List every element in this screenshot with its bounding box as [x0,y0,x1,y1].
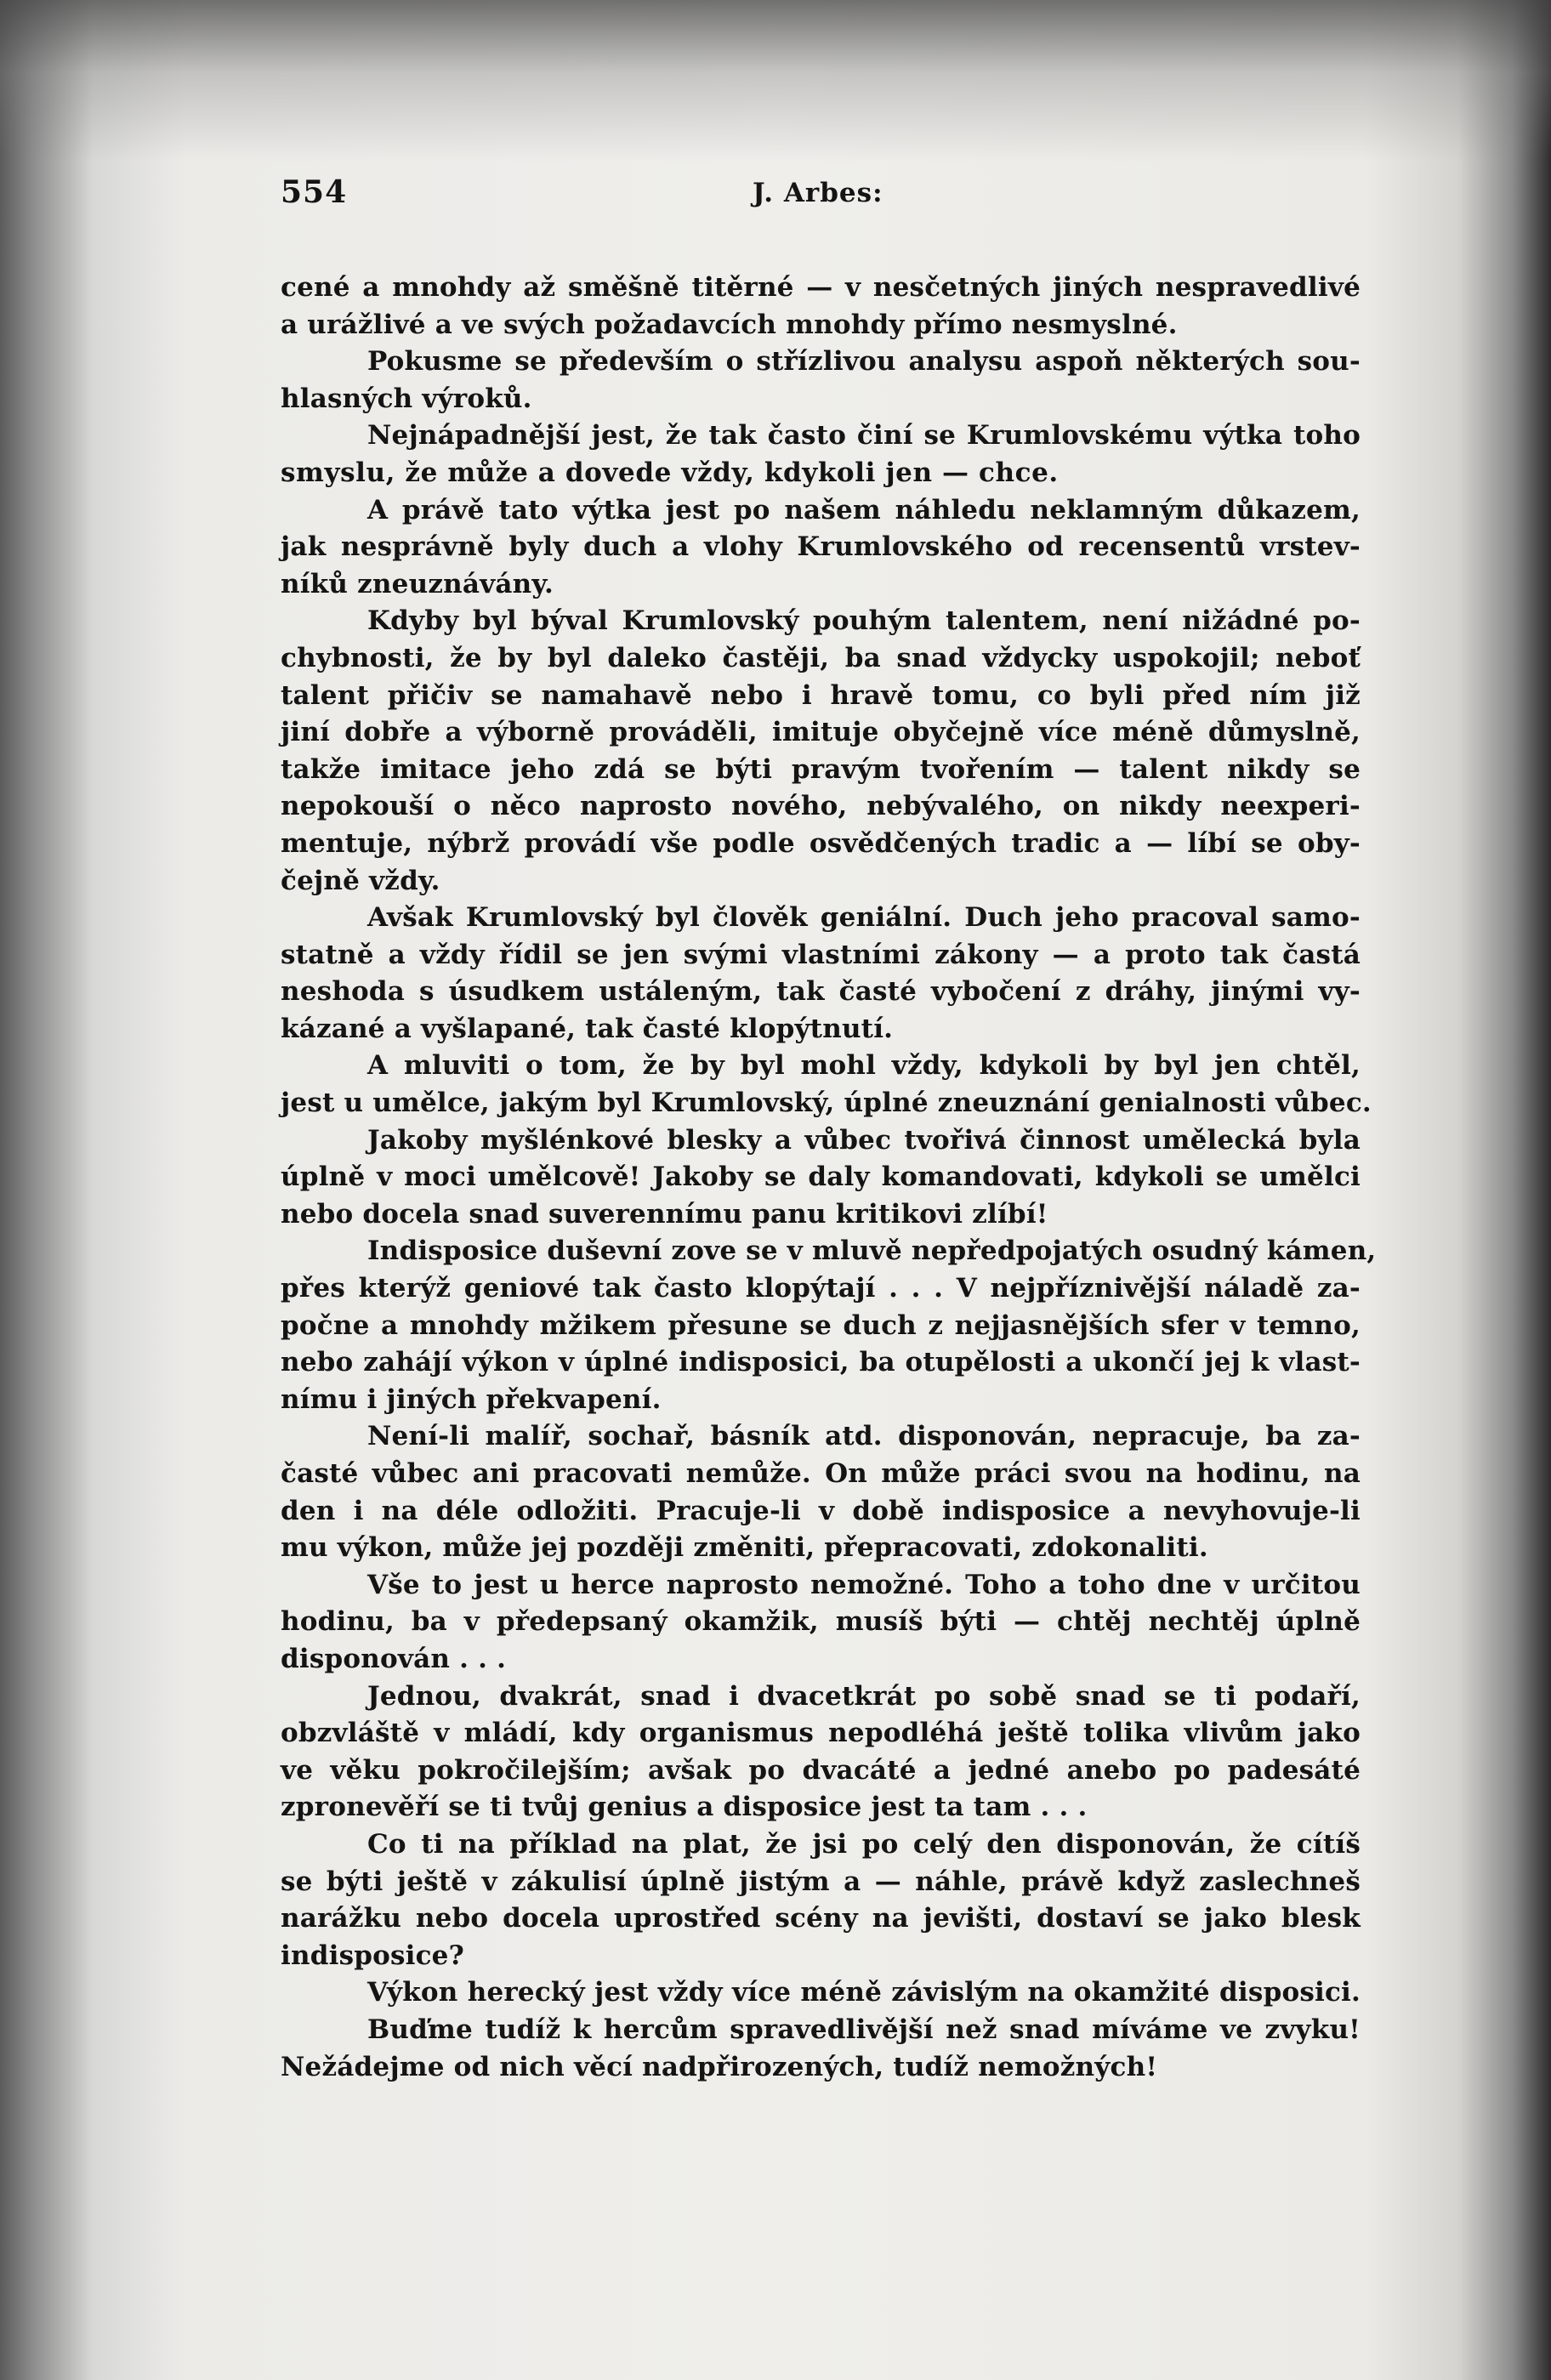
text-line: časté vůbec ani pracovati nemůže. On může práci svou na hodinu, na [281,1458,1361,1489]
text-line: jest u umělce, jakým byl Krumlovský, úplné zneuznání genialnosti vůbec. [281,1088,1372,1119]
text-line: disponován . . . [281,1643,507,1674]
text-line: Jednou, dvakrát, snad i dvacetkrát po sobě snad se ti podaří, [367,1680,1361,1712]
text-line: talent přičiv se namahavě nebo i hravě tomu, co byli před ním již [281,679,1361,711]
text-line: přes kterýž geniové tak často klopýtají . . . V nejpříznivější náladě za- [281,1273,1361,1304]
text-line: úplně v moci umělcově! Jakoby se daly komandovati, kdykoli se umělci [281,1162,1361,1193]
text-line: nebo docela snad suverennímu panu kritikovi zlíbí! [281,1198,1048,1230]
text-line: jiní dobře a výborně prováděli, imituje obyčejně více méně důmyslně, [281,717,1361,748]
text-line: jak nesprávně byly duch a vlohy Krumlovského od recensentů vrstev- [281,531,1361,563]
text-line: chybnosti, že by byl daleko častěji, ba snad vždycky uspokojil; neboť [281,642,1361,673]
text-line: mu výkon, může jej později změniti, přepracovati, zdokonaliti. [281,1532,1208,1564]
text-line: se býti ještě v zákulisí úplně jistým a — náhle, právě když zaslechneš [281,1866,1361,1897]
text-line: nebo zahájí výkon v úplné indisposici, ba otupělosti a ukončí jej k vlast- [281,1347,1361,1378]
text-line: neshoda s úsudkem ustáleným, tak časté vybočení z dráhy, jinými vy- [281,976,1361,1008]
text-line: Výkon herecký jest vždy více méně závislým na okamžité disposici. [367,1977,1361,2008]
text-line: den i na déle odložiti. Pracuje-li v době indisposice a nevyhovuje-li [281,1495,1361,1526]
text-line: zpronevěří se ti tvůj genius a disposice jest ta tam . . . [281,1792,1088,1823]
text-line: čejně vždy. [281,865,440,896]
text-line: smyslu, že může a dovede vždy, kdykoli jen — chce. [281,457,1059,488]
author-heading: J. Arbes: [753,178,883,208]
text-line: Buďme tudíž k hercům spravedlivější než snad míváme ve zvyku! [367,2014,1361,2045]
scan-shadow [0,0,1551,162]
text-line: cené a mnohdy až směšně titěrné — v nesčetných jiných nespravedlivé [281,272,1361,303]
text-line: a urážlivé a ve svých požadavcích mnohdy přímo nesmyslné. [281,309,1178,340]
text-line: takže imitace jeho zdá se býti pravým tvořením — talent nikdy se [281,753,1361,785]
text-line: Není-li malíř, sochař, básník atd. disponován, nepracuje, ba za- [367,1421,1361,1452]
text-line: Vše to jest u herce naprosto nemožné. Toho a toho dne v určitou [367,1569,1361,1600]
body-text [281,270,1377,2086]
text-line: Co ti na příklad na plat, že jsi po celý den disponován, že cítíš [367,1828,1361,1860]
text-line: hodinu, ba v předepsaný okamžik, musíš býti — chtěj nechtěj úplně [281,1606,1361,1638]
text-line: statně a vždy řídil se jen svými vlastními zákony — a proto tak častá [281,939,1361,970]
text-line: Avšak Krumlovský byl člověk geniální. Duch jeho pracoval samo- [367,902,1361,934]
text-line: A právě tato výtka jest po našem náhledu neklamným důkazem, [367,494,1361,525]
text-line: narážku nebo docela uprostřed scény na jevišti, dostaví se jako blesk [281,1903,1361,1934]
text-line: nepokouší o něco naprosto nového, nebývalého, on nikdy neexperi- [281,791,1361,822]
text-line: Nežádejme od nich věcí nadpřirozených, tudíž nemožných! [281,2051,1158,2082]
page-number: 554 [281,174,348,210]
running-head [281,174,1361,234]
text-line: ve věku pokročilejším; avšak po dvacáté a jedné anebo po padesáté [281,1754,1361,1786]
text-line: Jakoby myšlénkové blesky a vůbec tvořivá činnost umělecká byla [367,1124,1361,1156]
text-line: nímu i jiných překvapení. [281,1383,662,1415]
text-line: hlasných výroků. [281,383,532,414]
text-line: indisposice? [281,1940,464,1971]
text-line: Pokusme se především o střízlivou analysu aspoň některých sou- [367,346,1361,378]
text-line: kázané a vyšlapané, tak časté klopýtnutí. [281,1013,894,1044]
text-line: níků zneuznávány. [281,568,554,599]
text-line: počne a mnohdy mžikem přesune se duch z nejjasnějších sfer v temno, [281,1309,1361,1341]
text-line: obzvláště v mládí, kdy organismus nepodléhá ještě tolika vlivům jako [281,1718,1361,1749]
text-line: A mluviti o tom, že by byl mohl vždy, kdykoli by byl jen chtěl, [367,1050,1361,1082]
book-page [281,174,1377,2164]
text-line: mentuje, nýbrž provádí vše podle osvědčených tradic a — líbí se oby- [281,827,1361,859]
text-line: Nejnápadnější jest, že tak často činí se Krumlovskému výtka toho [367,420,1361,452]
text-line: Kdyby byl býval Krumlovský pouhým talentem, není nižádné po- [367,605,1361,637]
text-line: Indisposice duševní zove se v mluvě nepředpojatých osudný kámen, [367,1235,1377,1267]
